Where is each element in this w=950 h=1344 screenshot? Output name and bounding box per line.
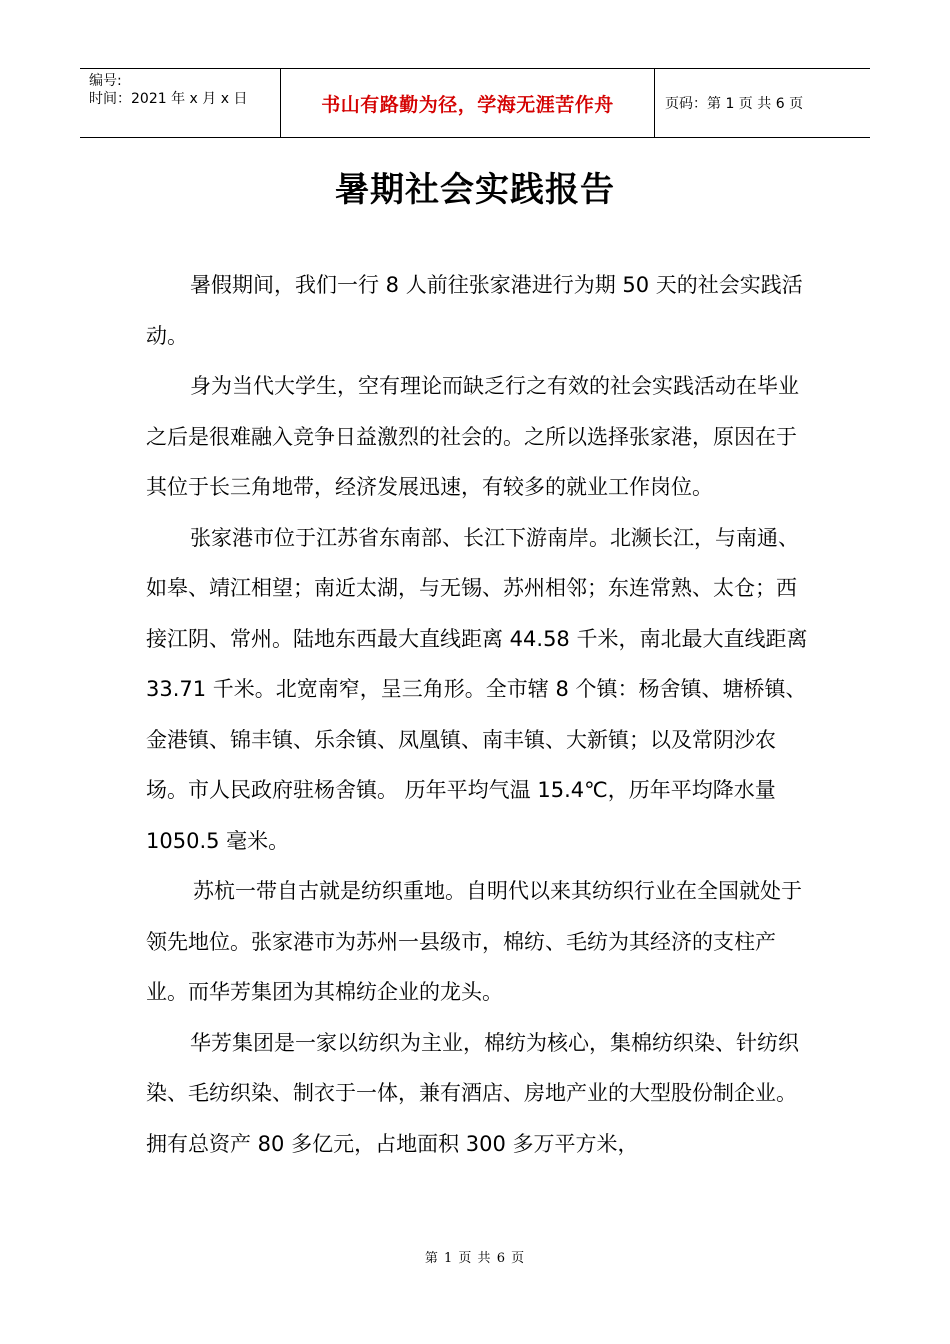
motto-text: 书山有路勤为径，学海无涯苦作舟 <box>321 93 614 116</box>
paragraph: 华芳集团是一家以纺织为主业，棉纺为核心，集棉纺织染、针纺织染、毛纺织染、制衣于一体，兼有酒店、房地产业的大型股份制企业。拥有总资产 80 多亿元，占地面积 300 多万平方米， <box>146 1030 799 1156</box>
paragraph: 苏杭一带自古就是纺织重地。自明代以来其纺织行业在全国就处于领先地位。张家港市为苏州一县级市，棉纺、毛纺为其经济的支柱产业。而华芳集团为其棉纺企业的龙头。 <box>146 879 802 1004</box>
document-header <box>80 68 870 138</box>
page-code: 页码：第 1 页 共 6 页 <box>665 96 804 112</box>
paragraph: 张家港市位于江苏省东南部、长江下游南岸。北濒长江，与南通、如皋、靖江相望；南近太湖，与无锡、苏州相邻；东连常熟、太仓；西接江阴、常州。陆地东西最大直线距离 44.58 千米，南北最大直线距离 33.71 千米。北宽南窄，呈三角形。全市辖 8 个镇：杨舍镇、塘桥镇、金港镇、锦丰镇、乐余镇、凤凰镇、南丰镇、大新镇；以及常阴沙农场。市人民政府驻杨舍镇。 历年平均气温 15.4℃，历年平均降水量 1050.5 毫米。 <box>146 525 808 853</box>
header-motto-cell <box>281 69 655 137</box>
paragraph: 身为当代大学生，空有理论而缺乏行之有效的社会实践活动在毕业之后是很难融入竞争日益激烈的社会的。之所以选择张家港，原因在于其位于长三角地带，经济发展迅速，有较多的就业工作岗位。 <box>146 374 799 499</box>
header-page-cell <box>655 69 870 137</box>
page-footer: 第 1 页 共 6 页 <box>424 1251 526 1266</box>
time-label: 时间：2021 年 x 月 x 日 <box>89 91 248 107</box>
paragraph: 暑假期间，我们一行 8 人前往张家港进行为期 50 天的社会实践活动。 <box>146 273 803 348</box>
document-body <box>146 260 810 1169</box>
number-label: 编号: <box>89 73 122 89</box>
document-title: 暑期社会实践报告 <box>335 170 615 210</box>
header-meta-cell <box>80 69 281 137</box>
